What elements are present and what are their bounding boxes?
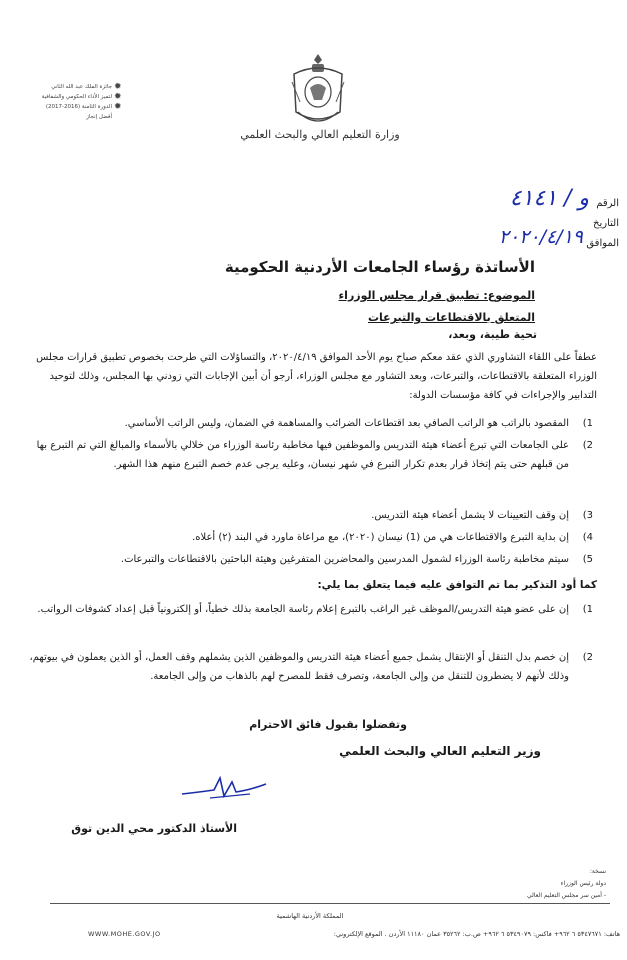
list-item — [29, 528, 597, 547]
copies-block — [446, 866, 606, 902]
item-number: 2) — [582, 440, 593, 451]
minister-title: وزير التعليم العالي والبحث العلمي — [339, 744, 541, 758]
copy-recipient: دولة رئيس الوزراء — [560, 880, 606, 887]
award-line: لتميز الأداء الحكومي والشفافية — [41, 94, 112, 100]
item-number: 1) — [582, 604, 593, 615]
copy-recipient: - أمين سر مجلس التعليم العالي — [526, 892, 606, 899]
list-item — [29, 414, 597, 433]
footer-website: WWW.MOHE.GOV.JO — [88, 930, 161, 938]
closing: وتفضلوا بقبول فائق الاحترام — [249, 718, 407, 731]
footer-kingdom: المملكة الأردنية الهاشمية — [276, 912, 344, 920]
award-star-icon: ✹ — [114, 92, 122, 102]
copies-label: نسخة: — [589, 868, 606, 875]
subject — [339, 285, 535, 329]
reminder-heading: كما أود التذكير بما تم التوافق عليه فيما يتعلق بما يلي: — [317, 579, 597, 591]
item-text: إن على عضو هيئة التدريس/الموظف غير الراغب بالتبرع إعلام رئاسة الجامعة بذلك خطياً، أو إلكترونياً قبل إعداد كشوفات الرواتب. — [37, 604, 569, 615]
item-text: سيتم مخاطبة رئاسة الوزراء لشمول المدرسين والمحاضرين المتفرغين وهيئة الباحثين بالاقتطاعات والتبرعات. — [120, 554, 569, 565]
footer-divider — [50, 903, 610, 904]
item-text: المقصود بالراتب هو الراتب الصافي بعد اقتطاعات الضرائب والمساهمة في الضمان، وليس الراتب الأساسي. — [124, 418, 569, 429]
item-text: إن بداية التبرع والاقتطاعات هي من (1) نيسان (٢٠٢٠)، مع مراعاة ماورد في البند (٢) أعلاه. — [192, 532, 569, 543]
award-star-icon: ✹ — [114, 82, 122, 92]
item-text: على الجامعات التي تبرع أعضاء هيئة التدريس والموظفين فيها مخاطبة رئاسة الوزراء من خلالي بالأسماء والمبالغ التي تم التبرع بها من قبلهم حتى يتم إتخاذ قرار بعدم تكرار التبرع في شهر نيسان، وعليه يرجى عدم خصم التبرع منهم هذا الشهر. — [36, 440, 569, 470]
award-line: جائزة الملك عبد الله الثاني — [51, 84, 112, 90]
intro-paragraph: عطفاً على اللقاء التشاوري الذي عقد معكم صباح يوم الأحد الموافق ٢٠٢٠/٤/١٩، والتساؤلات التي طرحت بخصوص تطبيق قرارات مجلس الوزراء المتعلقة بالاقتطاعات، والتبرعات، وبعد التشاور مع مجلس الوزراء، أرجو أن أبين الإجابات التي زودني بها المجلس، وذلك لتوحيد التدابير والإجراءات في كافة مؤسسات الدولة: — [36, 352, 597, 401]
footer-address: هاتف: ٥٣٤٧٦٧١ ٦ ٩٦٢+ فاكس: ٥٣٤٩٠٧٩ ٦ ٩٦٢+ ص.ب: ٣٥٢٦٢ عمان ١١١٨٠ الأردن . الموقع الإلكتروني: — [333, 930, 620, 938]
subject-line: الموضوع: تطبيق قرار مجلس الوزراء — [338, 289, 535, 302]
list-item — [29, 648, 597, 686]
reference-block — [419, 186, 619, 258]
greeting: تحية طيبة، وبعد، — [448, 328, 537, 341]
subject-line: المتعلق بالاقتطاعات والتبرعات — [368, 311, 535, 324]
corresponding-date: ٢٠٢٠/٤/١٩ — [498, 226, 583, 248]
item-number: 2) — [582, 652, 593, 663]
corresponding-label: الموافق — [586, 238, 619, 249]
number-label: الرقم — [596, 198, 619, 209]
item-number: 3) — [582, 510, 593, 521]
list-item — [29, 600, 597, 619]
addressee: الأساتذة رؤساء الجامعات الأردنية الحكومية — [224, 258, 535, 276]
date-label: التاريخ — [593, 218, 619, 229]
item-text: إن خصم بدل التنقل أو الإنتقال يشمل جميع أعضاء هيئة التدريس والموظفين الذين يشملهم وقف العمل، أو الذين يعملون في بيوتهم، وذلك لأنهم لا يضطرون للتنقل من وإلى الجامعة، وتصرف فقط للمصرح لهم بالذهاب من وإلى الجامعة. — [29, 652, 569, 682]
list-item — [29, 506, 597, 525]
item-number: 5) — [582, 554, 593, 565]
minister-name: الأستاذ الدكتور محي الدين توق — [71, 822, 237, 835]
award-line: أفضل إنجاز — [86, 114, 112, 120]
list-item — [29, 550, 597, 569]
ministry-name: وزارة التعليم العالي والبحث العلمي — [240, 128, 400, 141]
reference-number: و / ٤١٤١ — [509, 186, 589, 211]
jordan-coat-of-arms-icon — [288, 52, 348, 130]
award-star-icon: ✹ — [114, 102, 122, 112]
award-badge — [18, 82, 128, 122]
item-text: إن وقف التعيينات لا يشمل أعضاء هيئة التدريس. — [371, 510, 569, 521]
list-item — [29, 436, 597, 474]
signature-icon — [180, 770, 270, 804]
item-number: 1) — [582, 418, 593, 429]
item-number: 4) — [582, 532, 593, 543]
award-line: الدورة الثامنة (2016-2017) — [45, 104, 112, 110]
